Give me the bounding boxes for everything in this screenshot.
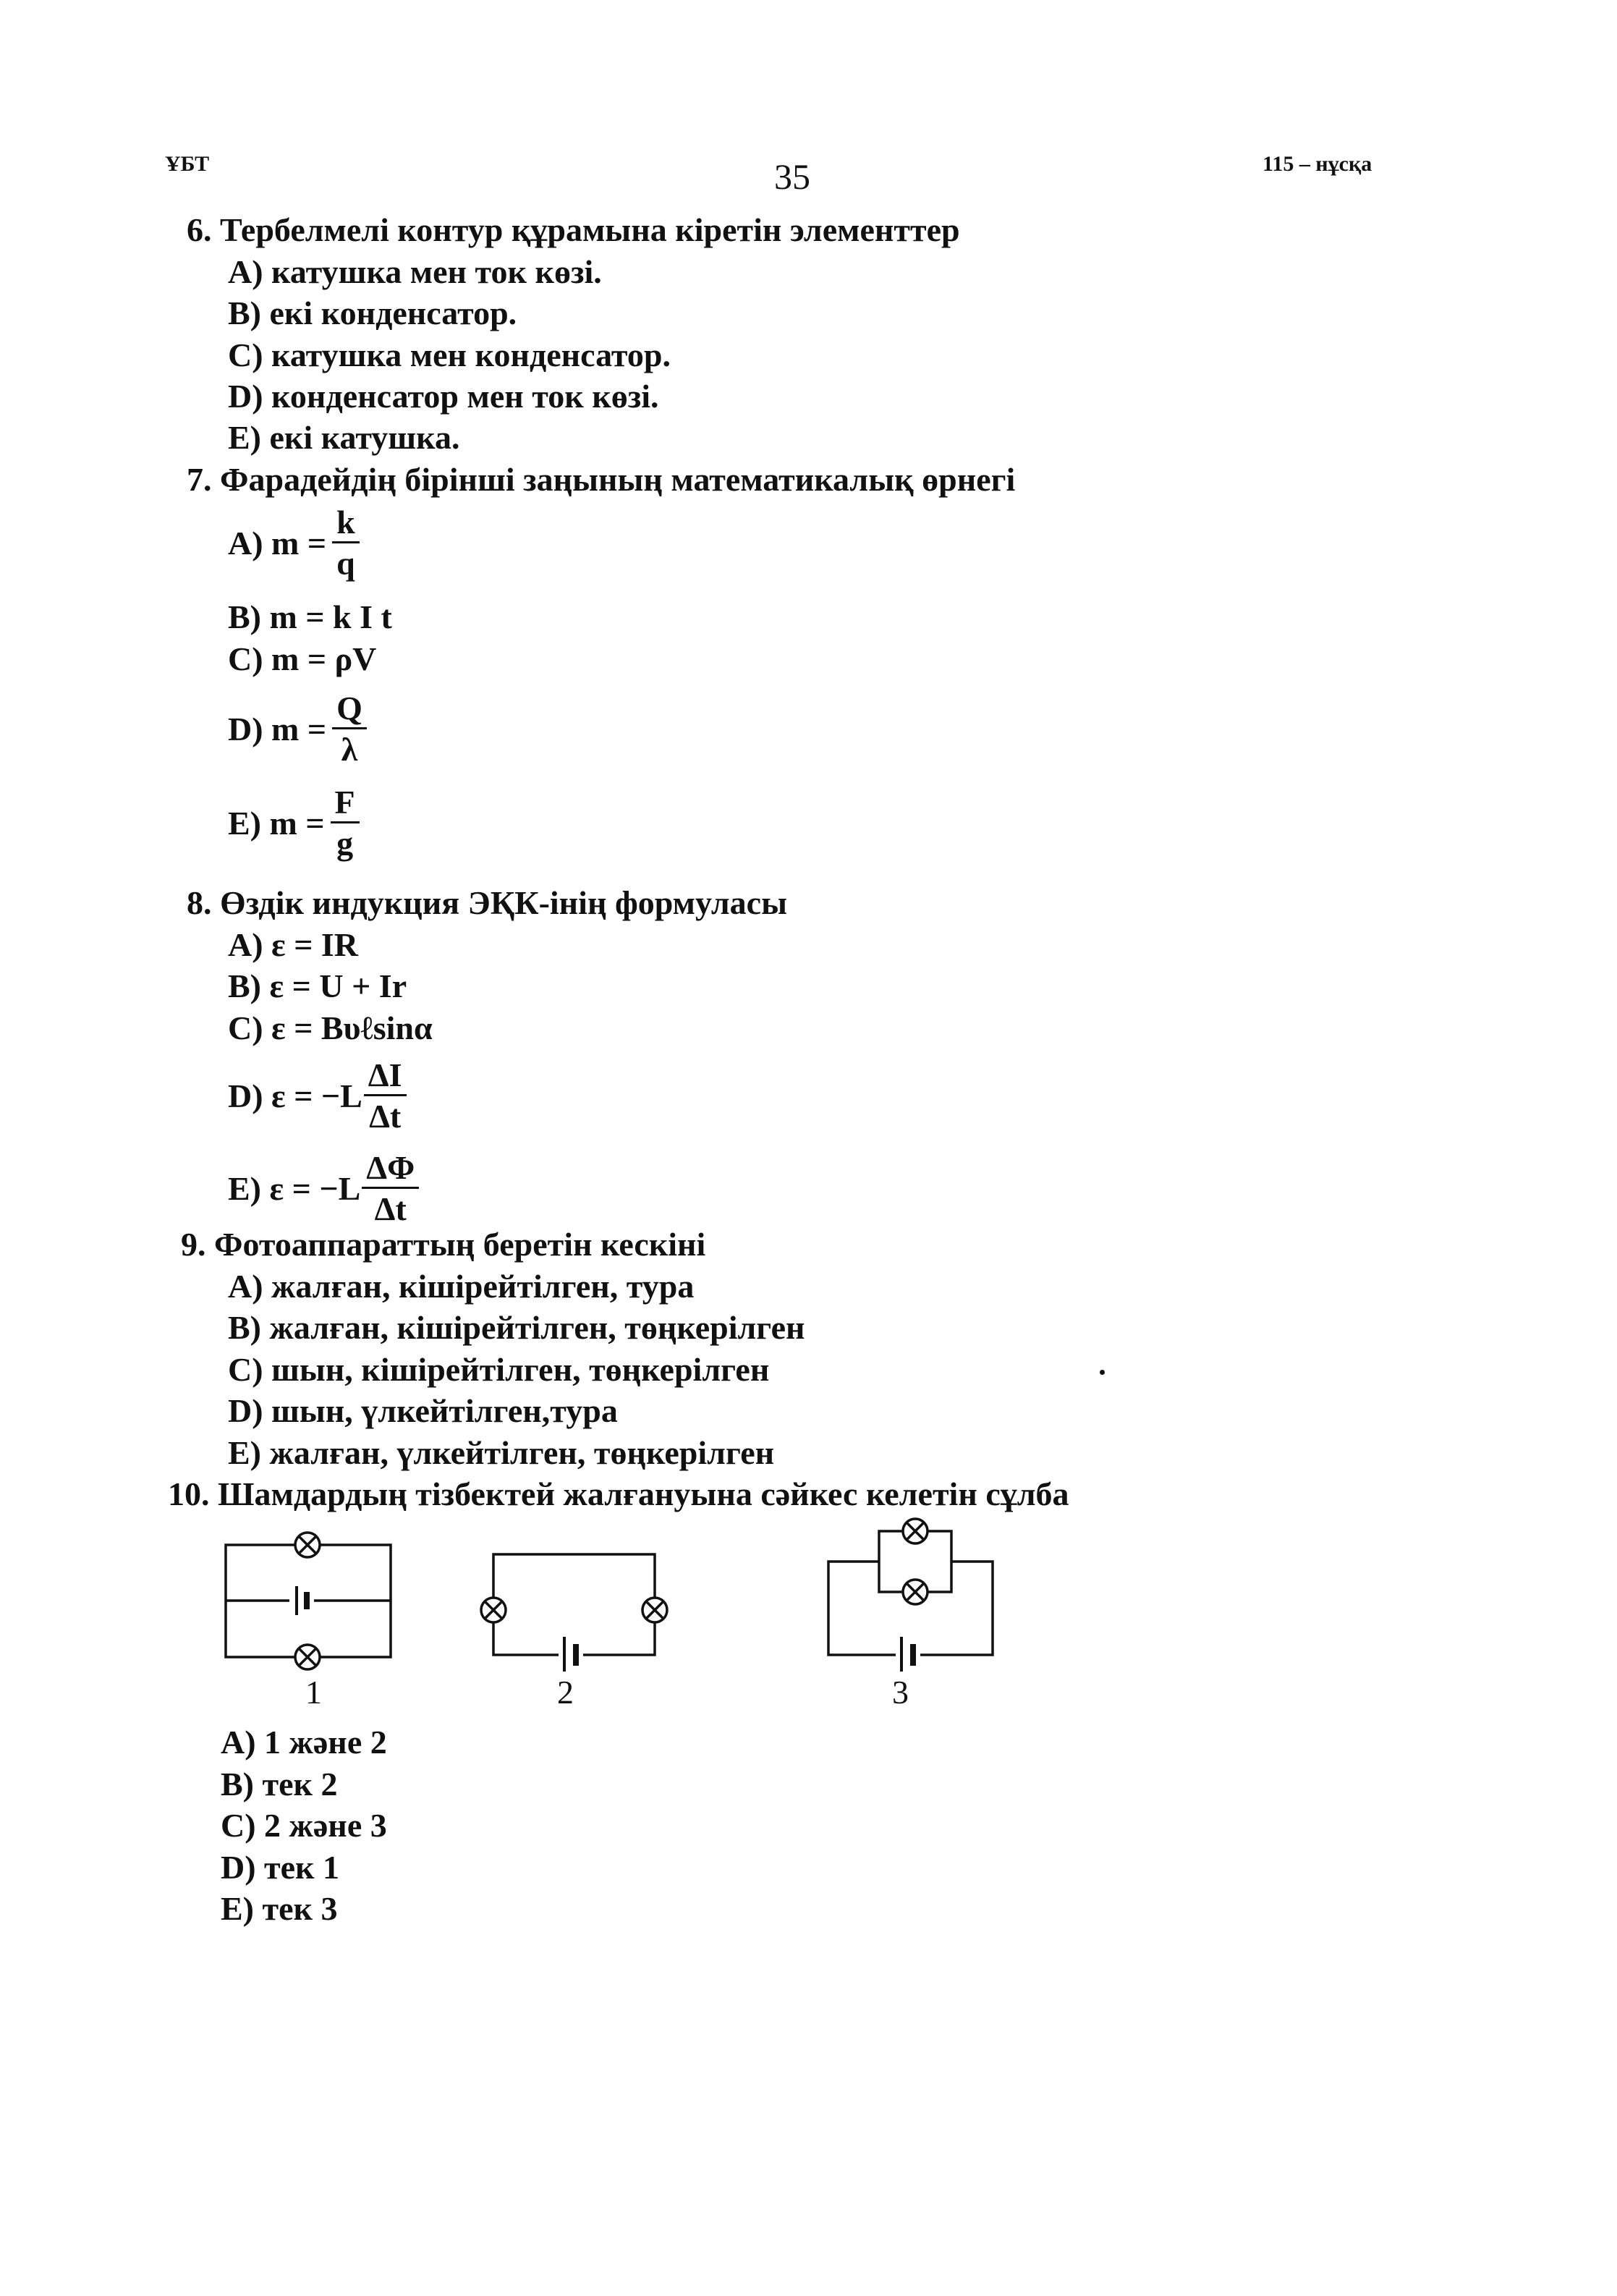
- q6-option-c: C) катушка мен конденсатор.: [228, 336, 671, 373]
- q6-option-d: D) конденсатор мен ток көзі.: [228, 378, 659, 415]
- question-10: 10. Шамдардың тізбектей жалғануына сәйкес келетін сұлба: [168, 1475, 1069, 1512]
- q7-e-num: F: [331, 785, 360, 823]
- q9-option-a: A) жалған, кішірейтілген, тура: [228, 1268, 695, 1305]
- q10-option-d: D) тек 1: [221, 1849, 340, 1886]
- q8-option-b: B) ε = U + Ir: [228, 967, 407, 1004]
- q7-a-den: q: [336, 545, 355, 583]
- diagram-label-2: 2: [557, 1674, 574, 1711]
- lamp-icon: [642, 1598, 667, 1622]
- q8-d-prefix: D) ε = −L: [228, 1077, 362, 1114]
- q8-e-den: Δt: [374, 1190, 407, 1228]
- circuit-2: [481, 1554, 667, 1672]
- circuit-1: [226, 1533, 391, 1669]
- question-8: 8. Өздік индукция ЭҚК-інің формуласы: [187, 884, 787, 921]
- q8-e-prefix: E) ε = −L: [228, 1169, 361, 1207]
- lamp-icon: [903, 1580, 928, 1604]
- q7-e-prefix: E) m =: [228, 804, 325, 842]
- q9-option-e: E) жалған, үлкейтілген, төңкерілген: [228, 1434, 775, 1471]
- q9-option-d: D) шын, үлкейтілген,тура: [228, 1392, 618, 1429]
- q10-option-a: A) 1 және 2: [221, 1724, 387, 1761]
- page-number: 35: [774, 156, 810, 197]
- question-9: 9. Фотоаппараттың беретін кескіні: [181, 1226, 706, 1263]
- q7-a-num: k: [332, 505, 360, 543]
- question-6: 6. Тербелмелі контур құрамына кіретін элементтер: [187, 211, 960, 248]
- q7-e-den: g: [336, 825, 354, 863]
- q7-option-c: C) m = ρV: [228, 640, 377, 677]
- question-7: 7. Фарадейдің бірінші заңының математикалық өрнегі: [187, 461, 1016, 498]
- diagram-label-1: 1: [305, 1674, 322, 1711]
- q7-a-prefix: A) m =: [228, 524, 327, 562]
- q8-option-c: C) ε = Bυℓsinα: [228, 1009, 433, 1046]
- lamp-icon: [903, 1519, 928, 1543]
- q6-option-a: A) катушка мен ток көзі.: [228, 253, 602, 290]
- q8-d-num: ΔI: [364, 1058, 407, 1096]
- q10-option-b: B) тек 2: [221, 1766, 338, 1803]
- q9-option-b: B) жалған, кішірейтілген, төңкерілген: [228, 1309, 805, 1346]
- q7-d-prefix: D) m =: [228, 710, 327, 747]
- q7-option-b: B) m = k I t: [228, 598, 392, 635]
- q8-e-num: ΔΦ: [362, 1151, 419, 1189]
- diagram-label-3: 3: [892, 1674, 909, 1711]
- q8-d-den: Δt: [369, 1098, 402, 1135]
- header-left: ҰБТ: [165, 152, 210, 176]
- q10-option-e: E) тек 3: [221, 1890, 338, 1927]
- lamp-icon: [481, 1598, 506, 1622]
- q8-option-a: A) ε = IR: [228, 926, 359, 963]
- lamp-icon: [295, 1645, 320, 1669]
- circuit-3: [828, 1519, 993, 1672]
- q7-d-num: Q: [332, 691, 367, 729]
- lamp-icon: [295, 1533, 320, 1557]
- q9-option-c: C) шын, кішірейтілген, төңкерілген: [228, 1351, 770, 1388]
- q7-d-den: λ: [341, 731, 358, 768]
- q10-option-c: C) 2 және 3: [221, 1807, 387, 1844]
- header-right: 115 – нұсқа: [1262, 152, 1372, 176]
- q6-option-b: B) екі конденсатор.: [228, 295, 517, 331]
- q6-option-e: E) екі катушка.: [228, 419, 460, 456]
